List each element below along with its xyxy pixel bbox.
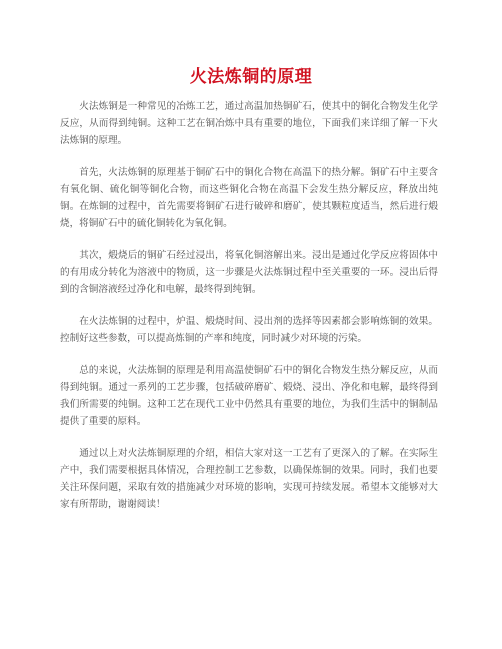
paragraph-second: 其次，煅烧后的铜矿石经过浸出，将氧化铜溶解出来。浸出是通过化学反应将固体中的有用成分转化为溶液中的物质，这一步骤是火法炼铜过程中至关重要的一环。浸出后得到的含铜溶液经过净化和电解，最终得到纯铜。 <box>60 250 438 295</box>
paragraph-first: 首先，火法炼铜的原理基于铜矿石中的铜化合物在高温下的热分解。铜矿石中主要含有氧化铜、硫化铜等铜化合物，而这些铜化合物在高温下会发生热分解反应，释放出纯铜。在炼铜的过程中，首先需要将铜矿石进行破碎和磨矿，使其颗粒度适当，然后进行煅烧，将铜矿石中的硫化铜转化为氧化铜。 <box>60 167 438 229</box>
paragraph-intro: 火法炼铜是一种常见的冶炼工艺，通过高温加热铜矿石，使其中的铜化合物发生化学反应，从而得到纯铜。这种工艺在铜冶炼中具有重要的地位，下面我们来详细了解一下火法炼铜的原理。 <box>60 101 438 146</box>
document-body <box>60 98 438 528</box>
paragraph-summary: 总的来说，火法炼铜的原理是利用高温使铜矿石中的铜化合物发生热分解反应，从而得到纯铜。通过一系列的工艺步骤，包括破碎磨矿、煅烧、浸出、净化和电解，最终得到我们所需要的纯铜。这种工艺在现代工业中仍然具有重要的地位，为我们生活中的铜制品提供了重要的原料。 <box>60 365 438 427</box>
document-title: 火法炼铜的原理 <box>189 67 313 87</box>
paragraph-factors: 在火法炼铜的过程中，炉温、煅烧时间、浸出剂的选择等因素都会影响炼铜的效果。控制好这些参数，可以提高炼铜的产率和纯度，同时减少对环境的污染。 <box>60 316 438 344</box>
paragraph-conclusion: 通过以上对火法炼铜原理的介绍，相信大家对这一工艺有了更深入的了解。在实际生产中，我们需要根据具体情况，合理控制工艺参数，以确保炼铜的效果。同时，我们也要关注环保问题，采取有效的措施减少对环境的影响，实现可持续发展。希望本文能够对大家有所帮助，谢谢阅读！ <box>60 448 438 510</box>
